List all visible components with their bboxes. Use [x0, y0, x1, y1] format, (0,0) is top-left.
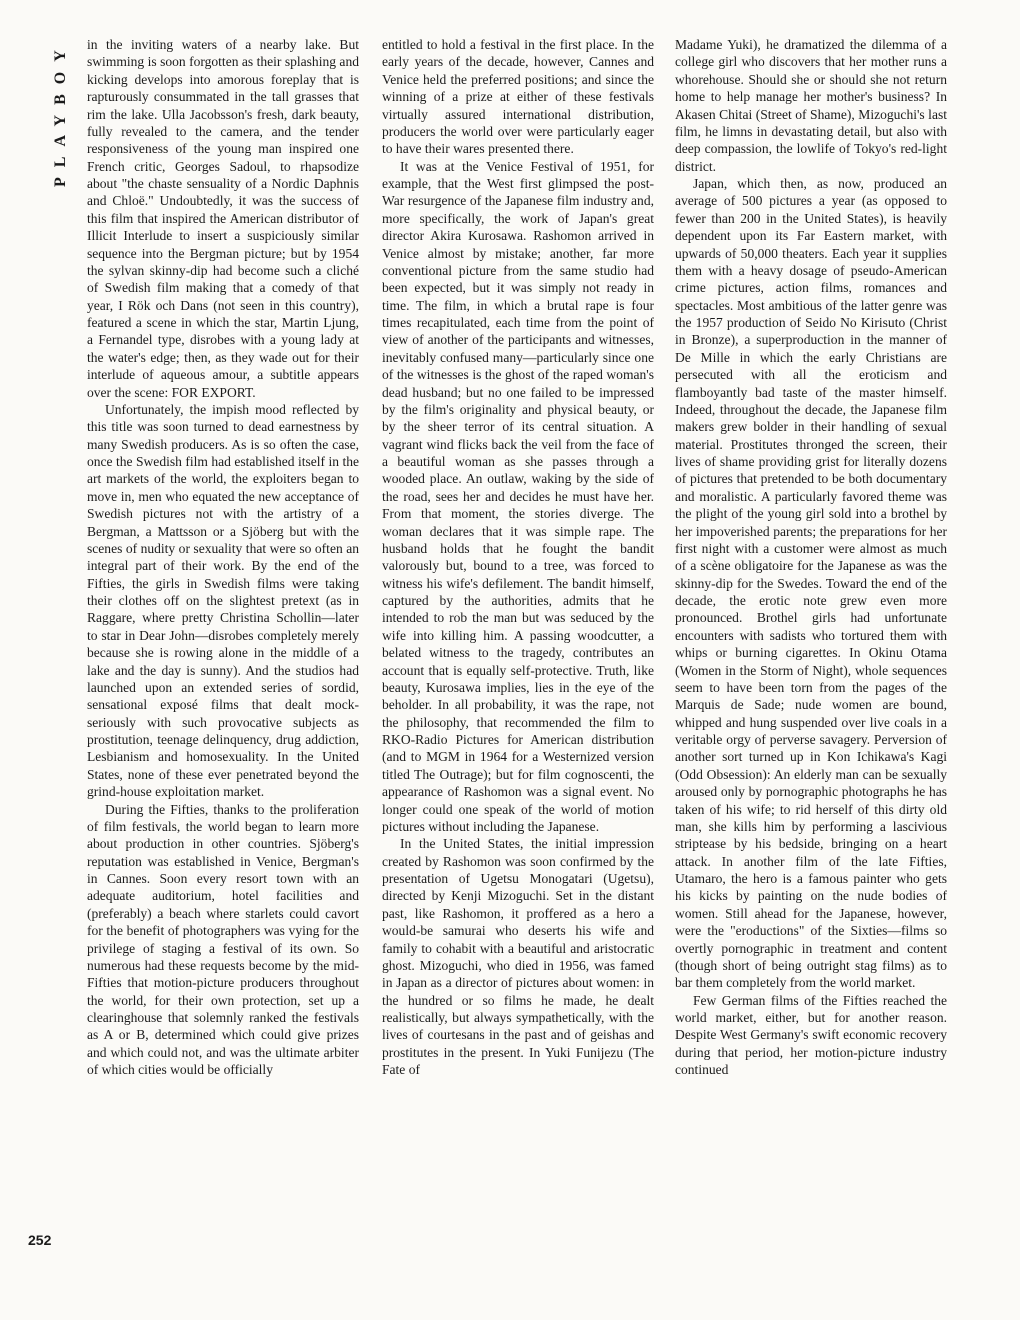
paragraph: During the Fifties, thanks to the proliferation of film festivals, the world began to learn more about production in other countries. Sjöberg's reputation was established in Venice, Bergman's in Cannes. Soon every resort town with an adequate auditorium, hotel facilities and (preferably) a beach where starlets could cavort for the benefit of photographers was vying for the privilege of staging a festival of its own. So numerous had these requests become by the mid-Fifties that motion-picture producers throughout the world, for their own protection, set up a clearinghouse that solemnly ranked the festivals as A or B, determined which could give prizes and which could not, and was the ultimate arbiter of which cities would be officially — [87, 801, 359, 1078]
magazine-name: PLAYBOY — [52, 40, 69, 187]
paragraph: entitled to hold a festival in the first place. In the early years of the decade, however, Cannes and Venice held the preferred positions; and since the winning of a prize at either of these festivals virtually assured international distribution, producers the world over were particularly eager to have their wares presented there. — [382, 37, 654, 157]
paragraph: Few German films of the Fifties reached the world market, either, but for another reason. Despite West Germany's swift economic recovery during that period, her motion-picture industry continued — [675, 992, 947, 1078]
text-column-2 — [382, 36, 654, 1268]
paragraph: in the inviting waters of a nearby lake. But swimming is soon forgotten as their splashing and kicking develops into amorous foreplay that is rapturously consummated in the tall grasses that rim the lake. Ulla Jacobsson's fresh, dark beauty, fully revealed to the camera, and the tender responsiveness of the young man inspired one French critic, Georges Sadoul, to rhapsodize about "the chaste sensuality of a Nordic Daphnis and Chloë." Undoubtedly, it was the success of this film that inspired the American distributor of Illicit Interlude to insert a suspiciously similar sequence into the Bergman picture; but by 1954 the sylvan skinny-dip had become such a cliché of Swedish film making that a comedy of that year, I Rök och Dans (not seen in this country), featured a scene in which the star, Martin Ljung, a Fernandel type, disrobes with a young lady at the water's edge; then, as they wade out for their interlude of aqueous amour, a subtitle appears over the scene: FOR EXPORT. — [87, 37, 359, 400]
paragraph: In the United States, the initial impression created by Rashomon was soon confirmed by the presentation of Ugetsu Monogatari (Ugetsu), directed by Kenji Mizoguchi. Set in the distant past, like Rashomon, it proffered as a hero a would-be samurai who deserts his wife and family to cohabit with a beautiful and aristocratic ghost. Mizoguchi, who died in 1956, was famed in Japan as a director of pictures about women: in the hundred or so films he made, he dealt realistically, but always sympathetically, with the lives of courtesans in the past and of geishas and prostitutes in the present. In Yuki Funijezu (The Fate of — [382, 836, 654, 1078]
text-column-3 — [675, 36, 947, 1268]
paragraph: It was at the Venice Festival of 1951, for example, that the West first glimpsed the post-War resurgence of the Japanese film industry and, more specifically, the work of Japan's great director Akira Kurosawa. Rashomon arrived in Venice almost by mistake; another, far more conventional picture from the same studio had been expected, but it was simply not ready in time. The film, in which a brutal rape is four times recapitulated, each time from the point of view of another of the participants and witnesses, inevitably confused many—particularly since one of the witnesses is the ghost of the raped woman's dead husband; but no one failed to be impressed by the film's originality and physical beauty, or by the sheer terror of its central situation. A vagrant wind flicks back the veil from the face of a beautiful woman as she passes through a wooded place. An outlaw, waking by the side of the road, sees her and decides he must have her. From that moment, the stories diverge. The woman declares that it was simple rape. The husband holds that he fought the bandit valorously but, bound to a tree, was forced to witness his wife's defilement. The bandit himself, captured by the authorities, admits that he intended to rob the man but was seduced by the wife into killing him. A passing woodcutter, a belated witness to the tragedy, contributes an account that is equally self-protective. Truth, like beauty, Kurosawa implies, lies in the eye of the beholder. In all probability, it was the rape, not the philosophy, that recommended the film to RKO-Radio Pictures for American distribution (and to MGM in 1964 for a Westernized version titled The Outrage); but for film cognoscenti, the appearance of Rashomon was a signal event. No longer could one speak of the world of motion pictures without including the Japanese. — [382, 158, 654, 834]
text-column-1 — [87, 36, 359, 1268]
paragraph: Japan, which then, as now, produced an average of 500 pictures a year (as opposed to fewer than 200 in the United States), is heavily dependent upon its Far Eastern market, with upwards of 50,000 theaters. Each year it supplies them with a heavy dosage of pseudo-American crime pictures, action films, romances and spectacles. Most ambitious of the latter genre was the 1957 production of Seido No Kirisuto (Christ in Bronze), a superproduction in the manner of De Mille in which the early Christians are persecuted with all the eroticism and flamboyantly bad taste of the master himself. Indeed, throughout the decade, the Japanese film makers grew bolder in their handling of sexual material. Prostitutes thronged the screen, their lives of shame providing grist for literally dozens of pictures that pretended to be both documentary and moralistic. A particularly favored theme was the plight of the young girl sold into a brothel by her impoverished parents; the preparations for her first night with a customer were almost as much of a scène obligatoire for the Japanese as was the skinny-dip for the Swedes. Toward the end of the decade, the erotic note grew even more pronounced. Brothel girls had unfortunate encounters with sadists who tortured them with whips or burning cigarettes. In Okinu Otama (Women in the Storm of Night), whole sequences seem to have been torn from the pages of the Marquis de Sade; nude women are bound, whipped and hung suspended over live coals in a veritable orgy of perverse savagery. Perversion of another sort turned up in Kon Ichikawa's Kagi (Odd Obsession): An elderly man can be sexually aroused only by pornographic photographs he has taken of his wife; to rid herself of this dirty old man, she kills him by performing a lascivious striptease by his bedside, bringing on a heart attack. In another film of the late Fifties, Utamaro, the hero is a famous painter who gets his kicks by painting on the nude bodies of women. Still ahead for the Japanese, however, were the "eroductions" of the Sixties—films so overtly pornographic in treatment and content (though short of being outright stag films) as to bar them completely from the world market. — [675, 176, 947, 991]
paragraph: Madame Yuki), he dramatized the dilemma of a college girl who discovers that her mother runs a whorehouse. Should she or should she not return home to help manage her mother's business? In Akasen Chitai (Street of Shame), Mizoguchi's last film, he limns in devastating detail, but also with deep compassion, the lowlife of Tokyo's red-light district. — [675, 37, 947, 174]
page-number: 252 — [28, 1232, 52, 1248]
paragraph: Unfortunately, the impish mood reflected by this title was soon turned to dead earnestness by many Swedish producers. As is so often the case, once the Swedish film had established itself in the art markets of the world, the exploiters began to move in, men who equated the new acceptance of Swedish pictures not with the artistry of a Bergman, a Mattsson or a Sjöberg but with the scenes of nudity or sexuality that were so often an integral part of their work. By the end of the Fifties, the girls in Swedish films were taking their clothes off on the slightest pretext (as in Raggare, where pretty Christina Schollin—later to star in Dear John—disrobes completely merely because she is rowing alone in the middle of a lake and the day is sunny). And the studios had launched upon an extended series of sordid, sensational exposé films that dealt mock-seriously with such provocative subjects as prostitution, teenage delinquency, drug addiction, Lesbianism and homosexuality. In the United States, none of these ever penetrated beyond the grind-house exploitation market. — [87, 401, 359, 800]
